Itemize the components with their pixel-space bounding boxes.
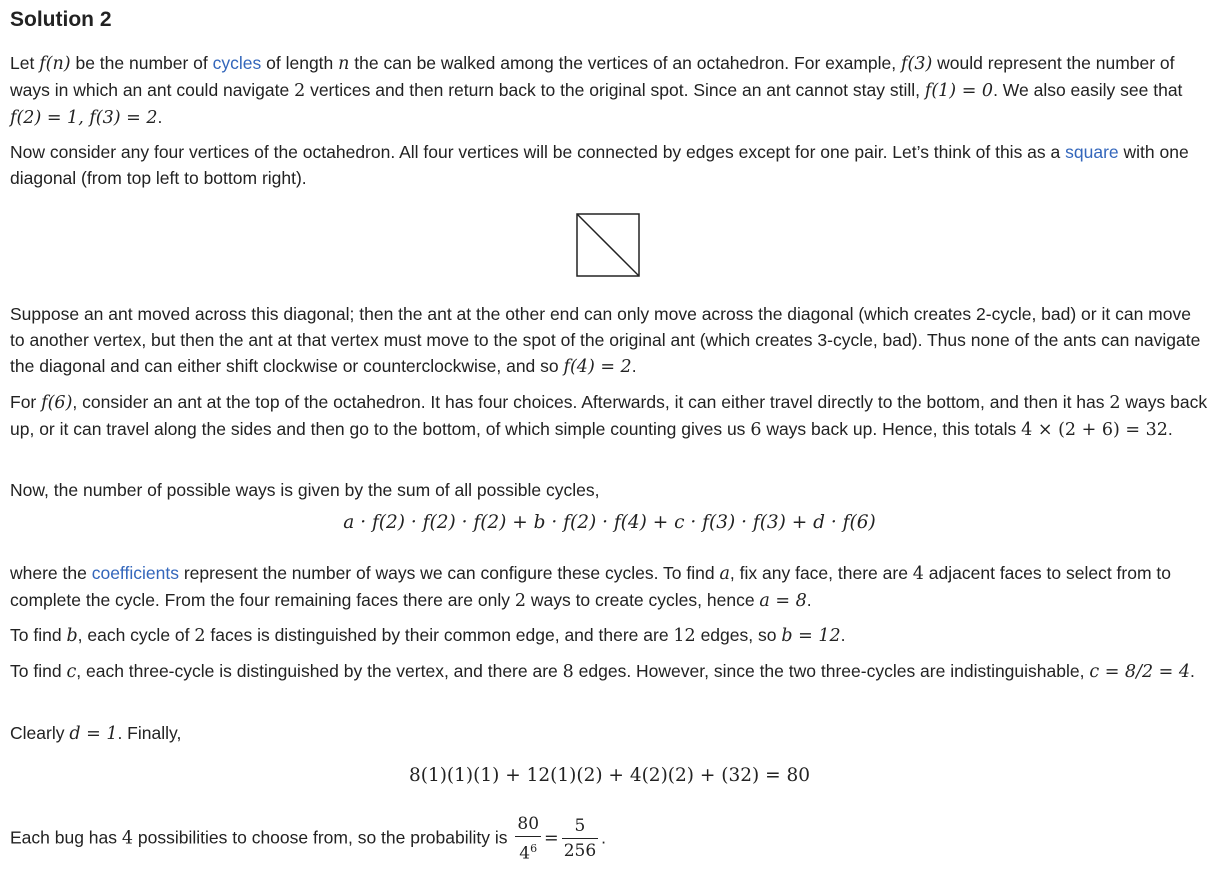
text: , each cycle of bbox=[77, 625, 195, 645]
paragraph-diagonal bbox=[10, 301, 1210, 380]
math-six: 6 bbox=[750, 420, 762, 440]
fraction-denominator bbox=[515, 837, 541, 866]
text: of length bbox=[261, 53, 339, 73]
text: where the bbox=[10, 563, 92, 583]
math-two: 2 bbox=[294, 81, 306, 101]
fraction-80-over-4-6 bbox=[515, 812, 541, 866]
math-n: n bbox=[338, 54, 350, 74]
text: ways to create cycles, hence bbox=[525, 590, 760, 610]
paragraph-f6 bbox=[10, 389, 1215, 443]
math-eight: 8 bbox=[562, 662, 574, 682]
text: adjacent faces to select from to complete the cycle. From the four remaining faces there are only bbox=[10, 563, 1172, 610]
text: , consider an ant at the top of the octahedron. It has four choices. Afterwards, it can either travel directly to the bottom, and then it has bbox=[72, 392, 1110, 412]
text: edges. However, since the two three-cycles are indistinguishable, bbox=[573, 661, 1090, 681]
fraction-numerator: 80 bbox=[515, 812, 541, 837]
math-c: c bbox=[66, 662, 77, 682]
cycles-link[interactable]: cycles bbox=[212, 53, 262, 73]
paragraph-probability bbox=[10, 812, 1210, 866]
paragraph-square bbox=[10, 139, 1210, 191]
solution-heading: Solution 2 bbox=[10, 8, 112, 31]
math-f2-f3: f(2) = 1, f(3) = 2 bbox=[10, 108, 158, 128]
text: represent the number of ways we can configure these cycles. To find bbox=[178, 563, 720, 583]
math-a-eq-8: a = 8 bbox=[759, 591, 807, 611]
text: the can be walked among the vertices of an octahedron. For example, bbox=[349, 53, 902, 73]
math-c-eq-4: c = 8/2 = 4 bbox=[1089, 662, 1191, 682]
math-total: 4 × (2 + 6) = 32 bbox=[1021, 420, 1168, 440]
text: Suppose an ant moved across this diagonal; then the ant at the other end can only move across the diagonal (which creates 2-cycle, bad) or it can move to another vertex, but then the ant at that vertex must move to the spot of the original ant (which creates 3-cycle, bad). Thus none of the ants can navigate the diagonal and can either shift clockwise or counterclockwise, and so bbox=[10, 304, 1201, 376]
equation-total: 8(1)(1)(1) + 12(1)(2) + 4(2)(2) + (32) = 80 bbox=[408, 765, 811, 786]
fraction-5-over-256 bbox=[562, 814, 598, 863]
text: faces is distinguished by their common edge, and there are bbox=[205, 625, 674, 645]
math-twelve: 12 bbox=[673, 626, 696, 646]
paragraph-definition bbox=[10, 50, 1210, 131]
text: . bbox=[1190, 661, 1195, 681]
text: . bbox=[601, 827, 607, 848]
text: To find bbox=[10, 661, 67, 681]
text: . bbox=[806, 590, 812, 610]
text: Clearly bbox=[10, 723, 70, 743]
square-link[interactable]: square bbox=[1065, 142, 1119, 162]
math-f6: f(6) bbox=[41, 393, 73, 413]
text: be the number of bbox=[70, 53, 213, 73]
text: edges, so bbox=[695, 625, 782, 645]
paragraph-sum: Now, the number of possible ways is given by the sum of all possible cycles, bbox=[10, 480, 600, 500]
denominator-base: 4 bbox=[519, 843, 531, 864]
text: , fix any face, there are bbox=[729, 563, 913, 583]
text: with one diagonal (from top left to bottom right). bbox=[10, 142, 1189, 188]
text: , each three-cycle is distinguished by the vertex, and there are bbox=[76, 661, 563, 681]
text: To find bbox=[10, 625, 67, 645]
text: would represent the number of ways in which an ant could navigate bbox=[10, 53, 1175, 100]
math-f-n: f(n) bbox=[39, 54, 71, 74]
text: . bbox=[840, 625, 846, 645]
math-b: b bbox=[66, 626, 78, 646]
math-four: 4 bbox=[912, 564, 924, 584]
fraction-numerator: 5 bbox=[562, 814, 598, 839]
math-two: 2 bbox=[194, 626, 206, 646]
fraction-denominator: 256 bbox=[563, 841, 597, 862]
math-f1: f(1) = 0 bbox=[924, 81, 994, 101]
text: For bbox=[10, 392, 42, 412]
math-b-eq-12: b = 12 bbox=[781, 626, 841, 646]
math-f4: f(4) = 2 bbox=[563, 357, 632, 377]
math-d-eq-1: d = 1 bbox=[69, 724, 118, 744]
text: possibilities to choose from, so the probability is bbox=[133, 827, 513, 848]
paragraph-find-b bbox=[10, 622, 1210, 649]
denominator-exponent: 6 bbox=[530, 842, 538, 855]
paragraph-find-c bbox=[10, 658, 1210, 685]
math-a: a bbox=[719, 564, 730, 584]
text: . We also easily see that bbox=[993, 80, 1183, 100]
equation-cycle-sum: a · f(2) · f(2) · f(2) + b · f(2) · f(4) + c · f(3) · f(3) + d · f(6) bbox=[343, 512, 876, 533]
text: Now consider any four vertices of the octahedron. All four vertices will be connected by edges except for one pair. Let’s think of this as a bbox=[10, 142, 1066, 162]
text: ways back up, or it can travel along the sides and then go to the bottom, of which simple counting gives us bbox=[10, 392, 1208, 439]
coefficients-link[interactable]: coefficients bbox=[91, 563, 179, 583]
text: ways back up. Hence, this totals bbox=[761, 419, 1022, 439]
text: . bbox=[631, 356, 637, 376]
text: vertices and then return back to the original spot. Since an ant cannot stay still, bbox=[305, 80, 925, 100]
math-two: 2 bbox=[514, 591, 526, 611]
equals-sign: = bbox=[544, 828, 559, 849]
square-diagonal-figure bbox=[576, 213, 640, 277]
text: Each bug has bbox=[10, 827, 122, 848]
math-two: 2 bbox=[1109, 393, 1121, 413]
paragraph-coefficients bbox=[10, 560, 1210, 614]
paragraph-d bbox=[10, 720, 1210, 747]
text: . bbox=[157, 107, 163, 127]
text: . Finally, bbox=[117, 723, 182, 743]
text: Let bbox=[10, 53, 40, 73]
math-f3: f(3) bbox=[901, 54, 933, 74]
text: . bbox=[1167, 419, 1173, 439]
square-diagonal bbox=[577, 214, 639, 276]
math-four: 4 bbox=[121, 828, 134, 849]
